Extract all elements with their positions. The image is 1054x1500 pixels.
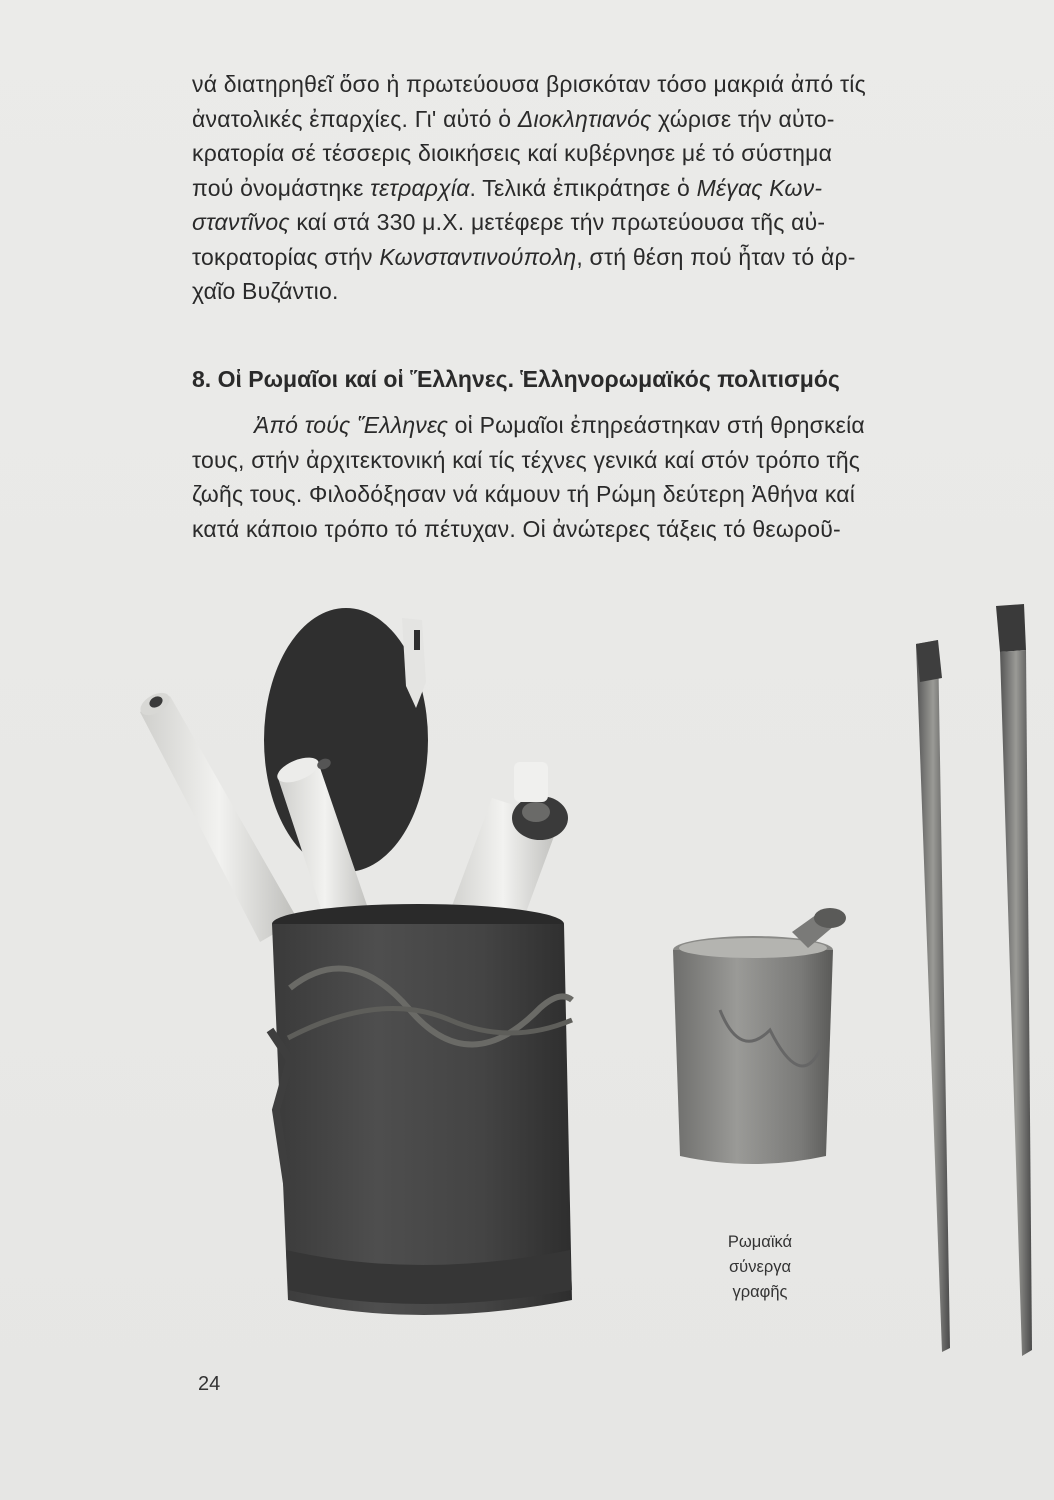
p1-line-3: κρατορία σέ τέσσερις διοικήσεις καί κυβέρνησε μέ τό σύστημα <box>192 140 833 166</box>
paragraph-1 <box>192 67 1022 309</box>
emphasis-constantine: Μέγας Κων- <box>696 174 823 201</box>
p2-line-3: ζωῆς τους. Φιλοδόξησαν νά κάμουν τή Ρώμη δεύτερη Ἀθήνα καί <box>192 481 856 507</box>
writing-tools-photo <box>120 590 1054 1380</box>
emphasis-diocletian: Διοκλητιανός <box>517 105 652 132</box>
p1-line-1: νά διατηρηθεῖ ὅσο ἡ πρωτεύουσα βρισκόταν τόσο μακριά ἀπό τίς <box>192 71 866 97</box>
p1-line-6: τοκρατορίας στήν Κωνσταντινούπολη, στή θέση πού ἦταν τό ἀρ- <box>192 243 856 270</box>
emphasis-constantine-cont: σταντῖνος <box>192 209 290 235</box>
p1-line-2: ἀνατολικές ἐπαρχίες. Γι' αὐτό ὁ Διοκλητιανός χώρισε τήν αὐτο- <box>192 105 835 132</box>
p1-line-5: σταντῖνος καί στά 330 μ.Χ. μετέφερε τήν πρωτεύουσα τῆς αὐ- <box>192 209 826 235</box>
p2-line-4: κατά κάποιο τρόπο τό πέτυχαν. Οἱ ἀνώτερες τάξεις τό θεωροῦ- <box>192 515 841 542</box>
caption-line-1: Ρωμαϊκά <box>727 1233 793 1251</box>
emphasis-tetrarchy: τετραρχία <box>370 174 470 201</box>
paragraph-2 <box>192 408 1022 546</box>
caption-line-2: σύνεργα <box>729 1258 791 1276</box>
section-heading: 8. Οἱ Ρωμαῖοι καί οἱ Ἕλληνες. Ἑλληνορωμαϊκός πολιτισμός <box>192 366 840 392</box>
p2-line-1: Ἀπό τούς Ἕλληνες οἱ Ρωμαῖοι ἐπηρεάστηκαν στή θρησκεία <box>254 412 865 438</box>
p2-line-2: τους, στήν ἀρχιτεκτονική καί τίς τέχνες γενικά καί στόν τρόπο τῆς <box>192 446 861 473</box>
p1-line-4: πού ὀνομάστηκε τετραρχία. Τελικά ἐπικράτησε ὁ Μέγας Κων- <box>192 174 823 201</box>
figure-caption <box>705 1230 815 1305</box>
bucket-lid <box>264 608 428 872</box>
styluses <box>916 604 1032 1356</box>
page-number: 24 <box>198 1373 221 1395</box>
emphasis-constantinople: Κωνσταντινούπολη <box>379 243 577 270</box>
emphasis-greeks: Ἀπό τούς Ἕλληνες <box>254 412 449 438</box>
scroll-bucket <box>270 904 572 1315</box>
caption-line-3: γραφῆς <box>732 1283 788 1301</box>
p1-line-7: χαῖο Βυζάντιο. <box>192 278 339 304</box>
inkwell <box>673 908 846 1164</box>
